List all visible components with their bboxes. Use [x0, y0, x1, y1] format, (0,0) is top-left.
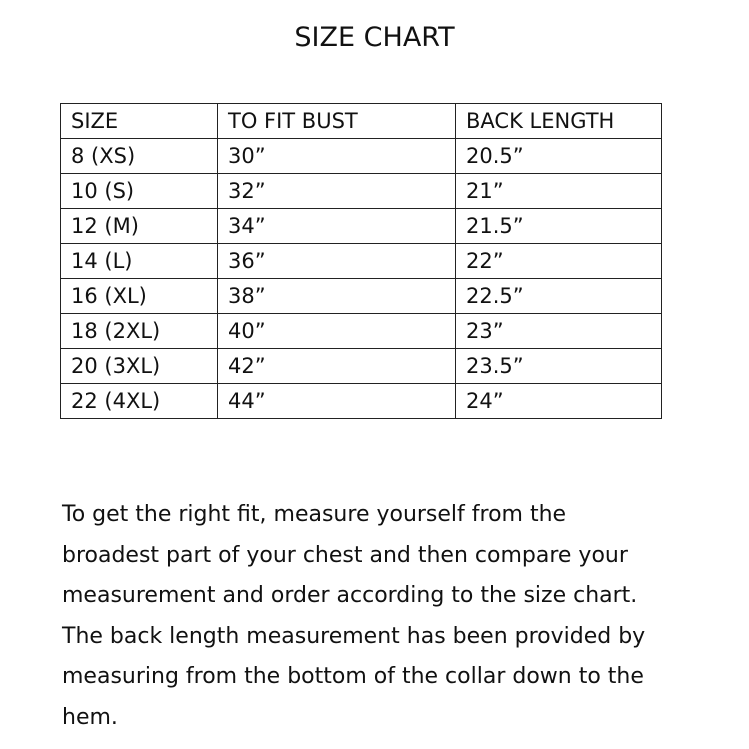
- instruction-line: hem.: [62, 704, 118, 730]
- size-cell: 22 (4XL): [61, 384, 218, 419]
- page-title: SIZE CHART: [294, 22, 455, 53]
- bust-cell: 38”: [218, 279, 456, 314]
- back-length-cell: 22.5”: [456, 279, 662, 314]
- table-row: [61, 384, 662, 419]
- bust-cell: 30”: [218, 139, 456, 174]
- header-size: SIZE: [61, 104, 218, 139]
- header-back-length: BACK LENGTH: [456, 104, 662, 139]
- size-cell: 10 (S): [61, 174, 218, 209]
- instruction-line: The back length measurement has been provided by: [62, 623, 646, 649]
- size-cell: 16 (XL): [61, 279, 218, 314]
- table-row: [61, 349, 662, 384]
- back-length-cell: 20.5”: [456, 139, 662, 174]
- table-header-row: [61, 104, 662, 139]
- instruction-line: measuring from the bottom of the collar down to the: [62, 664, 644, 689]
- instruction-line: measurement and order according to the size chart.: [62, 583, 638, 608]
- bust-cell: 40”: [218, 314, 456, 349]
- size-cell: 18 (2XL): [61, 314, 218, 349]
- table-row: [61, 174, 662, 209]
- back-length-cell: 22”: [456, 244, 662, 279]
- measurement-instructions: [62, 495, 722, 738]
- size-cell: 14 (L): [61, 244, 218, 279]
- size-cell: 8 (XS): [61, 139, 218, 174]
- instruction-line: broadest part of your chest and then compare your: [62, 542, 628, 568]
- table-row: [61, 314, 662, 349]
- back-length-cell: 21”: [456, 174, 662, 209]
- bust-cell: 34”: [218, 209, 456, 244]
- table-row: [61, 139, 662, 174]
- back-length-cell: 23”: [456, 314, 662, 349]
- size-chart-table: [60, 103, 662, 419]
- back-length-cell: 24”: [456, 384, 662, 419]
- size-cell: 12 (M): [61, 209, 218, 244]
- instruction-line: To get the right fit, measure yourself from the: [62, 502, 567, 527]
- table-row: [61, 279, 662, 314]
- bust-cell: 44”: [218, 384, 456, 419]
- back-length-cell: 21.5”: [456, 209, 662, 244]
- bust-cell: 32”: [218, 174, 456, 209]
- table-row: [61, 209, 662, 244]
- back-length-cell: 23.5”: [456, 349, 662, 384]
- table-row: [61, 244, 662, 279]
- bust-cell: 36”: [218, 244, 456, 279]
- bust-cell: 42”: [218, 349, 456, 384]
- size-cell: 20 (3XL): [61, 349, 218, 384]
- header-to-fit-bust: TO FIT BUST: [218, 104, 456, 139]
